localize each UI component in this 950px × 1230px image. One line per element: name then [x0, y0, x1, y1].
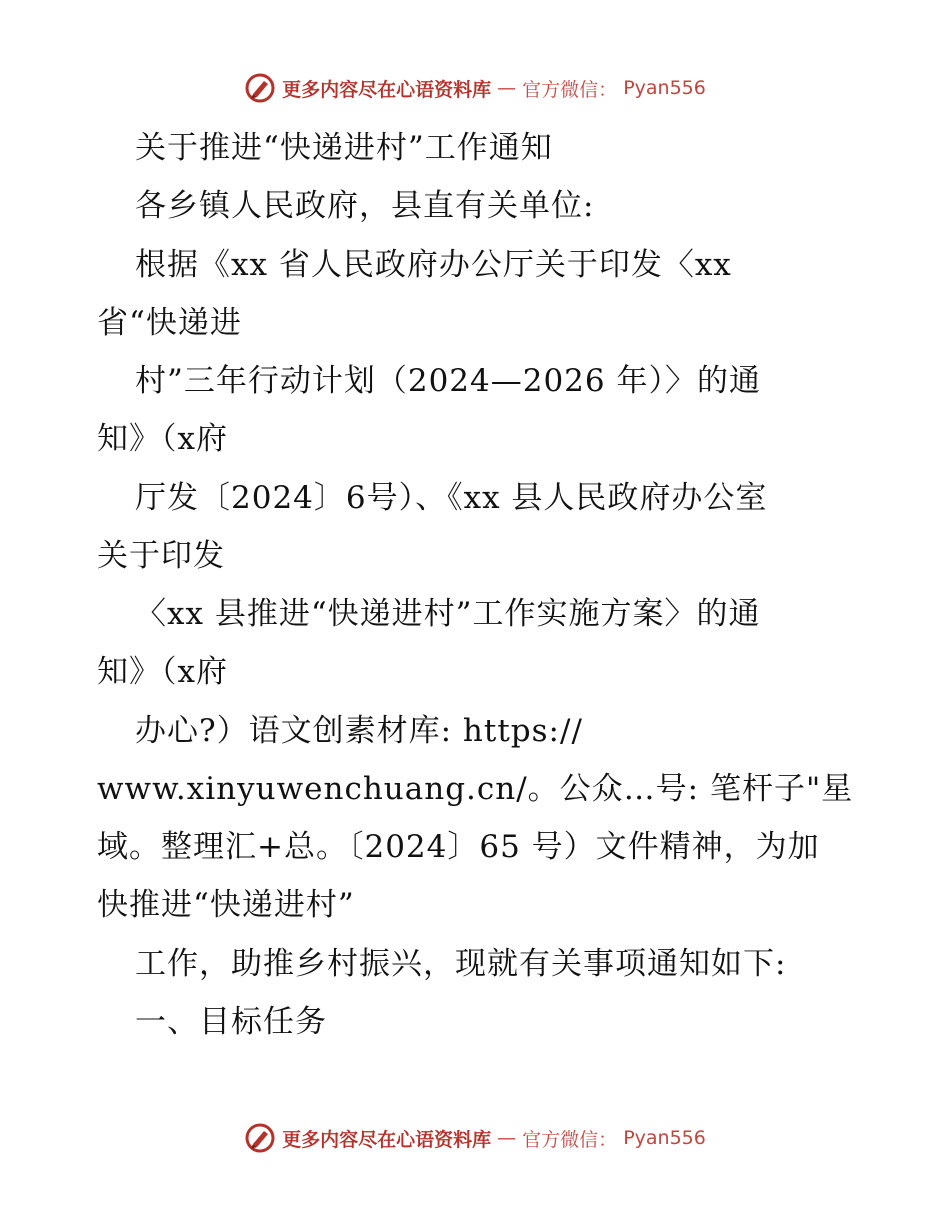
document-line: 村”三年行动计划（2024—2026 年）〉的通	[135, 363, 761, 399]
document-line: 根据《xx 省人民政府办公厅关于印发〈xx	[135, 247, 732, 283]
document-line: 〈xx 县推进“快递进村”工作实施方案〉的通	[135, 596, 761, 632]
watermark-main-text: 更多内容尽在心语资料库	[282, 78, 492, 101]
pen-brush-logo-icon	[244, 1122, 276, 1154]
pen-brush-logo-icon	[244, 72, 276, 104]
header-watermark	[0, 72, 950, 104]
watermark-wechat-id: Pyan556	[623, 1127, 706, 1149]
document-title: 关于推进“快递进村”工作通知	[135, 130, 553, 166]
watermark-wechat-id: Pyan556	[623, 77, 706, 99]
document-line: 知》（x府	[97, 654, 228, 690]
document-line: 知》（x府	[97, 421, 228, 457]
document-line: 域。整理汇+总。〔2024〕65 号）文件精神，为加	[97, 829, 820, 865]
document-line: 厅发〔2024〕6号）、《xx 县人民政府办公室	[135, 480, 768, 516]
document-line: 工作，助推乡村振兴，现就有关事项通知如下:	[135, 946, 787, 982]
document-line: 省“快递进	[97, 305, 242, 341]
document-line: 关于印发	[97, 538, 225, 574]
watermark-sub-text: 官方微信：	[522, 78, 618, 101]
document-line: 快推进“快递进村”	[97, 887, 355, 923]
watermark-dash: —	[497, 77, 517, 99]
document-line: 办心?）语文创素材库: https://	[135, 713, 583, 749]
section-heading: 一、目标任务	[135, 1004, 327, 1040]
document-line: www.xinyuwenchuang.cn/。公众…号: 笔杆子"星	[97, 771, 854, 807]
watermark-dash: —	[497, 1127, 517, 1149]
footer-watermark	[0, 1122, 950, 1154]
document-line: 各乡镇人民政府，县直有关单位:	[135, 188, 595, 224]
watermark-main-text: 更多内容尽在心语资料库	[282, 1128, 492, 1151]
watermark-sub-text: 官方微信：	[522, 1128, 618, 1151]
